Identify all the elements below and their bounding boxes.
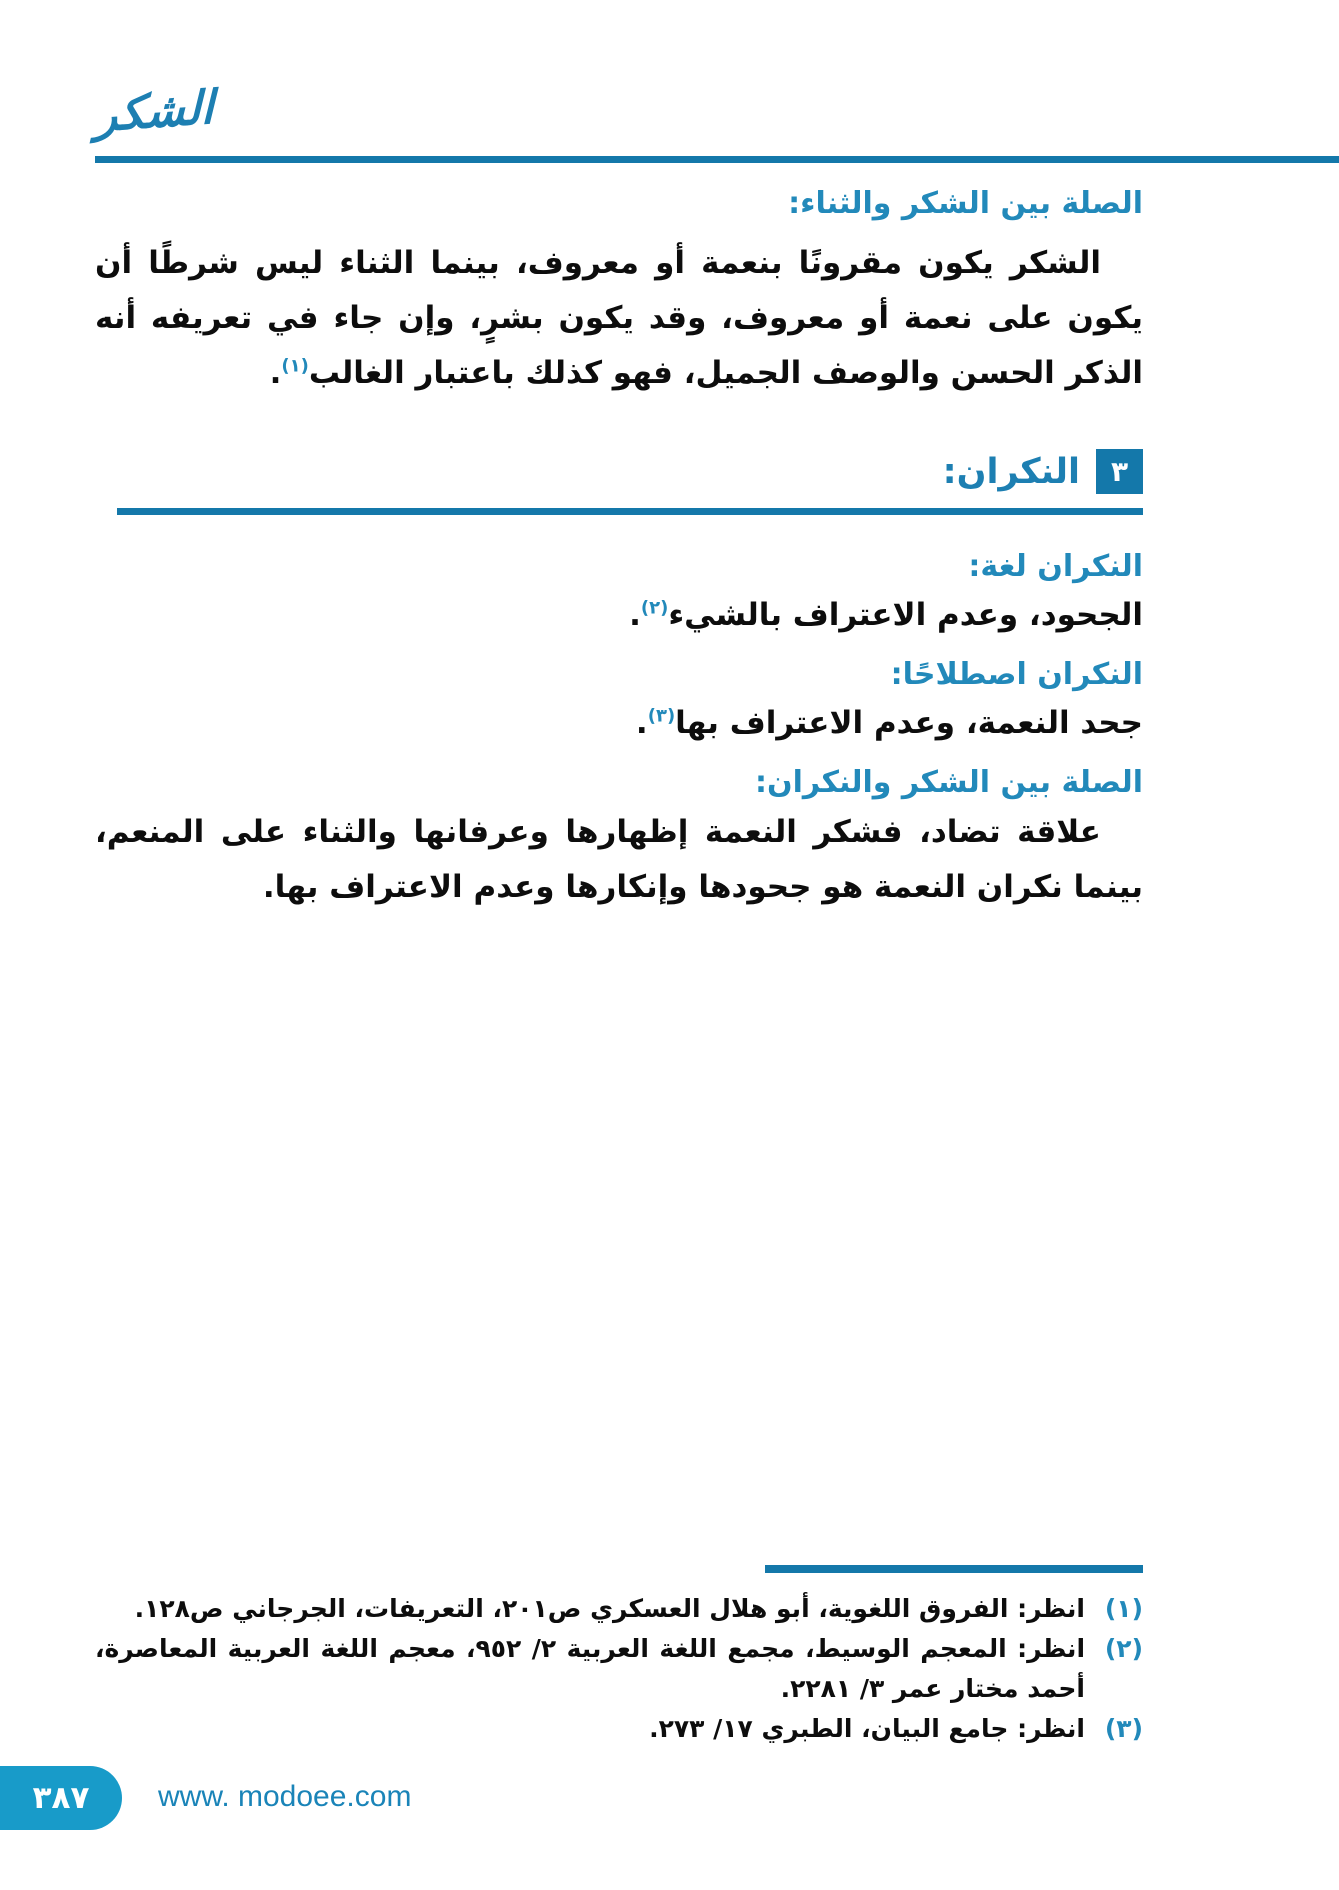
heading-relation-shukr-nukran: الصلة بين الشكر والنكران:	[754, 765, 1143, 800]
heading-relation-shukr-thana: الصلة بين الشكر والثناء:	[788, 186, 1143, 221]
header-divider-rule	[95, 156, 1339, 163]
footnote-1	[95, 1589, 1143, 1629]
section-number-box: ٣	[1096, 449, 1143, 494]
footnote-ref-2: (٢)	[640, 597, 669, 619]
sentence-period: .	[629, 597, 641, 633]
heading-nukran-istilah: النكران اصطلاحًا:	[890, 657, 1143, 692]
definition-text: جحد النعمة، وعدم الاعتراف بها	[675, 705, 1143, 741]
chapter-title-calligraphy: الشكر	[95, 79, 214, 143]
footnote-3	[95, 1709, 1143, 1749]
footnote-ref-1: (١)	[281, 355, 309, 377]
footnote-marker: (٢)	[1104, 1634, 1143, 1663]
sentence-period: .	[269, 355, 282, 391]
page-number-badge: ٣٨٧	[0, 1766, 122, 1830]
heading-nukran-lugha: النكران لغة:	[968, 549, 1143, 584]
page-content	[95, 182, 1143, 915]
footnote-text: انظر: جامع البيان، الطبري ١٧/ ٢٧٣.	[649, 1714, 1085, 1743]
definition-text: الجحود، وعدم الاعتراف بالشيء	[668, 597, 1143, 633]
section-header-nukran	[95, 449, 1143, 494]
website-link[interactable]: www. modoee.com	[158, 1780, 412, 1813]
paragraph-text: الشكر يكون مقرونًا بنعمة أو معروف، بينما الثناء ليس شرطًا أن يكون على نعمة أو معروف، وقد يكون بشرٍ، وإن جاء في تعريفه أنه الذكر الحسن والوصف الجميل، فهو كذلك باعتبار الغالب	[95, 245, 1143, 391]
footnotes-block	[95, 1565, 1143, 1749]
footnote-2	[95, 1629, 1143, 1709]
definition-nukran-istilah	[95, 697, 1143, 749]
section-title-nukran: النكران:	[942, 451, 1080, 492]
footnote-text: انظر: الفروق اللغوية، أبو هلال العسكري ص٢٠١، التعريفات، الجرجاني ص١٢٨.	[134, 1594, 1085, 1623]
paragraph-relation-shukr-nukran: علاقة تضاد، فشكر النعمة إظهارها وعرفانها والثناء على المنعم، بينما نكران النعمة هو جحودها وإنكارها وعدم الاعتراف بها.	[95, 814, 1143, 905]
definition-nukran-lugha	[95, 589, 1143, 641]
footnote-ref-3: (٣)	[647, 705, 676, 727]
footnote-text: انظر: المعجم الوسيط، مجمع اللغة العربية ٢/ ٩٥٢، معجم اللغة العربية المعاصرة، أحمد مختار عمر ٣/ ٢٢٨١.	[95, 1634, 1086, 1703]
footnote-marker: (٣)	[1104, 1714, 1143, 1743]
footnote-marker: (١)	[1104, 1594, 1143, 1623]
section-divider-rule	[117, 508, 1143, 515]
sentence-period: .	[635, 705, 648, 741]
footnote-separator-rule	[765, 1565, 1143, 1573]
paragraph-shukr-thana	[95, 236, 1143, 401]
